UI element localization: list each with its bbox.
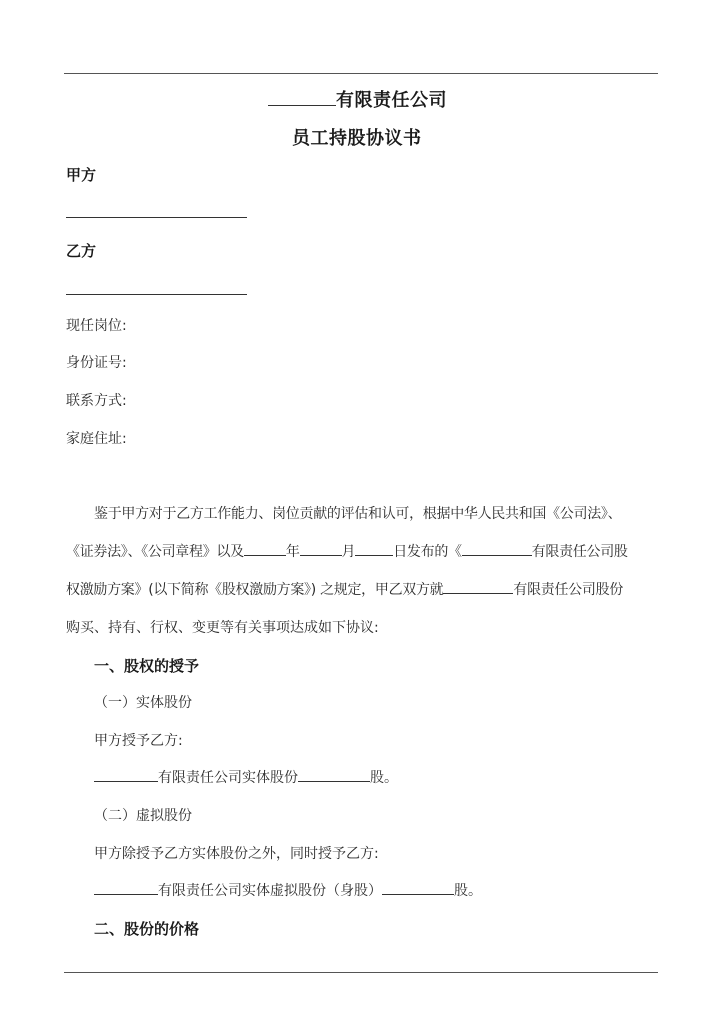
plan-company-blank[interactable] [462, 541, 532, 556]
entity-company-blank[interactable] [94, 767, 158, 782]
virtual-shares-text: 有限责任公司实体虚拟股份（身股） [158, 883, 382, 899]
entity-shares-count-blank[interactable] [298, 767, 370, 782]
company-blank[interactable] [443, 579, 513, 594]
virtual-shares-count-blank[interactable] [382, 880, 454, 895]
preamble-line-1: 鉴于甲方对于乙方工作能力、岗位贡献的评估和认可，根据中华人民共和国《公司法》、 [94, 506, 622, 522]
preamble-line-3 [66, 579, 623, 599]
section-1-sub-2-heading: （二）虚拟股份 [94, 808, 192, 824]
footer-rule [64, 972, 658, 973]
field-contact: 联系方式: [66, 393, 127, 409]
day-blank[interactable] [355, 541, 393, 556]
year-blank[interactable] [244, 541, 286, 556]
section-1-sub-1-line [94, 767, 398, 787]
title-company-line [268, 86, 447, 112]
virtual-shares-unit: 股。 [454, 883, 482, 899]
section-1-sub-2-line [94, 880, 482, 900]
party-a-signature-line[interactable] [66, 217, 247, 218]
preamble-line-3a: 权激励方案》(以下简称《股权激励方案》) 之规定，甲乙双方就 [66, 582, 444, 598]
month-label: 月 [341, 544, 356, 560]
header-rule [64, 73, 658, 74]
virtual-company-blank[interactable] [94, 880, 158, 895]
preamble-line-2a: 《证券法》、《公司章程》以及 [66, 544, 244, 560]
preamble-line-3b: 有限责任公司股份 [513, 582, 623, 598]
party-b-label: 乙方 [66, 242, 97, 260]
day-label: 日发布的《 [393, 544, 462, 560]
section-2-heading: 二、股份的价格 [94, 920, 200, 938]
party-a-label: 甲方 [66, 166, 97, 184]
company-name-blank[interactable] [268, 87, 336, 106]
page-title: 员工持股协议书 [292, 128, 422, 149]
section-1-sub-1-heading: （一）实体股份 [94, 695, 192, 711]
entity-shares-text: 有限责任公司实体股份 [158, 770, 298, 786]
field-address: 家庭住址: [66, 431, 127, 447]
preamble-line-4: 购买、持有、行权、变更等有关事项达成如下协议: [66, 620, 379, 636]
year-label: 年 [285, 544, 300, 560]
preamble-line-2 [66, 541, 628, 561]
month-blank[interactable] [300, 541, 342, 556]
title-company-suffix: 有限责任公司 [336, 90, 447, 111]
section-1-sub-1-intro: 甲方授予乙方: [94, 733, 183, 749]
entity-shares-unit: 股。 [370, 770, 398, 786]
section-1-heading: 一、股权的授予 [94, 657, 200, 675]
preamble-line-2b: 有限责任公司股 [531, 544, 628, 560]
field-position: 现任岗位: [66, 318, 127, 334]
field-id-number: 身份证号: [66, 355, 127, 371]
section-1-sub-2-intro: 甲方除授予乙方实体股份之外，同时授予乙方: [94, 846, 379, 862]
party-b-signature-line[interactable] [66, 294, 247, 295]
